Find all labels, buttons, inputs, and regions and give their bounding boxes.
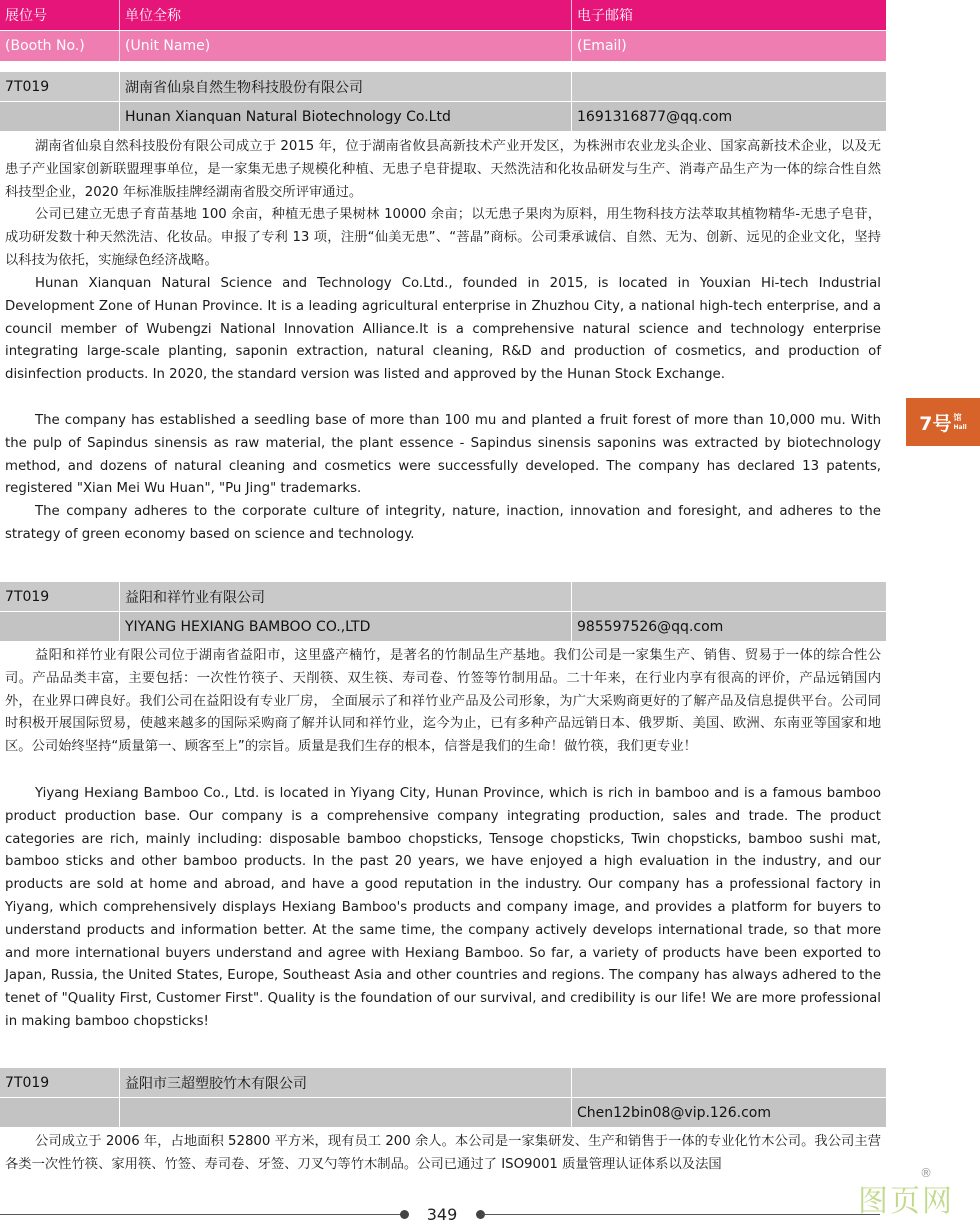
company-row-cn xyxy=(0,72,886,101)
watermark-registered-mark: ® xyxy=(920,1166,932,1180)
watermark-logo: 图页网 xyxy=(858,1184,954,1219)
company-1-desc-en-3: The company adheres to the corporate culture of integrity, nature, inaction, innovation and foresight, and adheres to the strategy of green economy based on science and technology. xyxy=(5,504,881,542)
header-unit-en: (Unit Name) xyxy=(119,31,571,61)
booth-number: 7T019 xyxy=(5,588,50,605)
company-1-desc-cn-2: 公司已建立无患子育苗基地 100 余亩，种植无患子果树林 10000 余亩；以无患子果肉为原料，用生物科技方法萃取其植物精华-无患子皂苷，成功研发数十种天然洗洁、化妆品。申报了专利 13 项，注册“仙美无患”、“菩晶”商标。公司秉承诚信、自然、无为、创新、远见的企业文化，坚持以科技为依托，实施绿色经济战略。 xyxy=(5,207,881,268)
hall-side-tab xyxy=(906,398,980,446)
company-name-en: Hunan Xianquan Natural Biotechnology Co.Ltd xyxy=(119,102,571,131)
header-row-cn xyxy=(0,0,886,30)
company-row-en xyxy=(0,101,886,131)
booth-number: 7T019 xyxy=(5,78,50,95)
footer-rule-left xyxy=(0,1214,402,1215)
company-1-desc-en-1: Hunan Xianquan Natural Science and Technology Co.Ltd., founded in 2015, is located in Youxian Hi-tech Industrial Development Zone of Hunan Province. It is a leading agricultural enterprise in Zhuzhou City, a national high-tech enterprise, and a council member of Wubengzi National Innovation Alliance.It is a comprehensive natural science and technology enterprise integrating large-scale planting, saponin extraction, natural cleaning, R&D and production of cosmetics, and production of disinfection products. In 2020, the standard version was listed and approved by the Hunan Stock Exchange. xyxy=(5,276,881,383)
company-entry-2 xyxy=(0,582,886,641)
header-booth-en: (Booth No.) xyxy=(5,38,85,54)
footer-dot-left xyxy=(400,1210,409,1219)
company-1-desc-cn-1: 湖南省仙泉自然科技股份有限公司成立于 2015 年，位于湖南省攸县高新技术产业开发区，为株洲市农业龙头企业、国家高新技术企业，以及无患子产业国家创新联盟理事单位，是一家集无患子规模化种植、无患子皂苷提取、天然洗洁和化妆品研发与生产、消毒产品生产为一体的综合性自然科技型企业，2020 年标准版挂牌经湖南省股交所评审通过。 xyxy=(5,139,881,200)
company-3-desc-cn: 公司成立于 2006 年，占地面积 52800 平方米，现有员工 200 余人。本公司是一家集研发、生产和销售于一体的专业化竹木公司。我公司主营各类一次性竹筷、家用筷、竹签、寿司卷、牙签、刀叉勺等竹木制品。公司已通过了 ISO9001 质量管理认证体系以及法国 xyxy=(5,1134,881,1172)
company-row-en xyxy=(0,611,886,641)
company-row-en xyxy=(0,1097,886,1127)
header-email-en: (Email) xyxy=(571,31,886,61)
header-table xyxy=(0,0,886,61)
company-row-cn xyxy=(0,1068,886,1097)
header-email-cn: 电子邮箱 xyxy=(571,0,886,30)
hall-tab-label: 7号 xyxy=(919,412,952,435)
company-name-cn: 益阳和祥竹业有限公司 xyxy=(119,582,571,611)
company-2-desc-cn: 益阳和祥竹业有限公司位于湖南省益阳市，这里盛产楠竹，是著名的竹制品生产基地。我们公司是一家集生产、销售、贸易于一体的综合性公司。产品品类丰富，主要包括：一次性竹筷子、天削筷、双生筷、寿司卷、竹签等竹制用品。二十年来，在行业内享有很高的评价，产品远销国内外，在业界口碑良好。我们公司在益阳设有专业厂房， 全面展示了和祥竹业产品及公司形象，为广大采购商更好的了解产品及信息提供平台。公司同时积极开展国际贸易，使越来越多的国际采购商了解并认同和祥竹业，迄今为止，已有多种产品远销日本、俄罗斯、美国、欧洲、东南亚等国家和地区。公司始终坚持“质量第一、顾客至上”的宗旨。质量是我们生存的根本，信誉是我们的生命！做竹筷，我们更专业！ xyxy=(5,648,881,755)
company-email[interactable]: 1691316877@qq.com xyxy=(571,102,886,131)
booth-number: 7T019 xyxy=(5,1074,50,1091)
footer-rule-right xyxy=(482,1214,880,1215)
booth-blank xyxy=(0,612,119,641)
hall-tab-sub-top: 馆 xyxy=(953,412,962,422)
booth-blank xyxy=(0,102,119,131)
header-booth-cn: 展位号 xyxy=(5,8,47,24)
company-entry-3 xyxy=(0,1068,886,1127)
company-name-en xyxy=(119,1098,571,1127)
header-row-en xyxy=(0,30,886,61)
company-1-desc-en-2: The company has established a seedling base of more than 100 mu and planted a fruit forest of more than 10,000 mu. With the pulp of Sapindus sinensis as raw material, the plant essence - Sapindus sinensis saponins was extracted by biotechnology method, and dozens of natural cleaning and cosmetics were successfully developed. The company has declared 13 patents, registered "Xian Mei Wu Huan", "Pu Jing" trademarks. xyxy=(5,413,881,497)
company-name-en: YIYANG HEXIANG BAMBOO CO.,LTD xyxy=(119,612,571,641)
booth-blank xyxy=(0,1098,119,1127)
company-name-cn: 益阳市三超塑胶竹木有限公司 xyxy=(119,1068,571,1097)
company-entry-1 xyxy=(0,72,886,131)
company-row-cn xyxy=(0,582,886,611)
company-email[interactable]: Chen12bin08@vip.126.com xyxy=(571,1098,886,1127)
company-email[interactable]: 985597526@qq.com xyxy=(571,612,886,641)
header-unit-cn: 单位全称 xyxy=(119,0,571,30)
hall-tab-sub-bottom: Hall xyxy=(953,423,967,431)
company-name-cn: 湖南省仙泉自然生物科技股份有限公司 xyxy=(119,72,571,101)
company-email-blank xyxy=(571,582,886,611)
hall-tab-sub xyxy=(954,413,967,432)
page-number: 349 xyxy=(426,1205,458,1224)
company-email-blank xyxy=(571,72,886,101)
company-2-desc-en: Yiyang Hexiang Bamboo Co., Ltd. is located in Yiyang City, Hunan Province, which is rich in bamboo and is a famous bamboo product production base. Our company is a comprehensive company integrating production, sales and trade. The product categories are rich, mainly including: disposable bamboo chopsticks, Tensoge chopsticks, Twin chopsticks, bamboo sushi mat, bamboo sticks and other bamboo products. In the past 20 years, we have enjoyed a high evaluation in the industry, and our products are sold at home and abroad, and have a good reputation in the industry. Our company has a professional factory in Yiyang, which comprehensively displays Hexiang Bamboo's products and company image, and provides a platform for buyers to understand products and information better. At the same time, the company actively develops international trade, so that more and more international buyers understand and agree with Hexiang Bamboo. So far, a variety of products have been exported to Japan, Russia, the United States, Europe, Southeast Asia and other countries and regions. The company has always adhered to the tenet of "Quality First, Customer First". Quality is the foundation of our survival, and credibility is our life! We are more professional in making bamboo chopsticks! xyxy=(5,786,881,1029)
company-email-blank xyxy=(571,1068,886,1097)
